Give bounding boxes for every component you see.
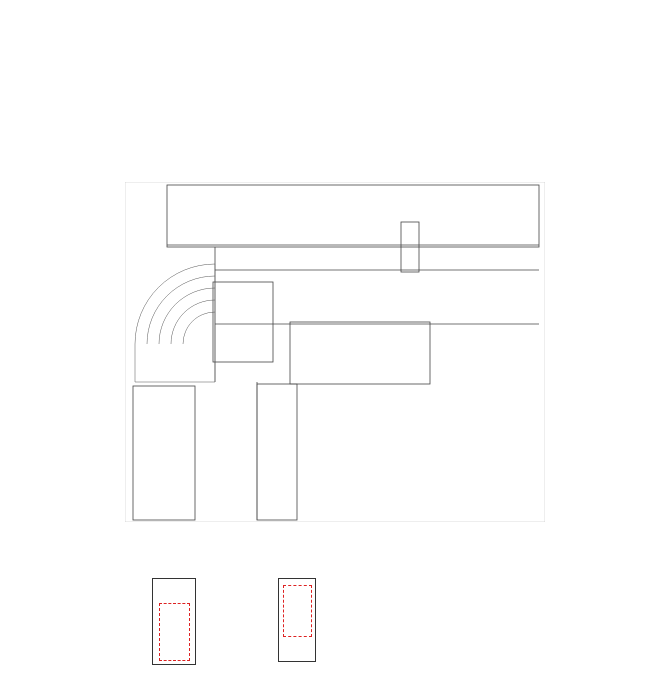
sketch-918 — [152, 578, 196, 665]
sketch-919 — [278, 578, 316, 662]
floor-plan — [125, 182, 545, 522]
sketch-919-dashed-area — [283, 585, 312, 637]
spiral-stair — [135, 264, 215, 382]
sketch-918-dashed-area — [159, 603, 190, 661]
plan-outline — [125, 182, 545, 522]
